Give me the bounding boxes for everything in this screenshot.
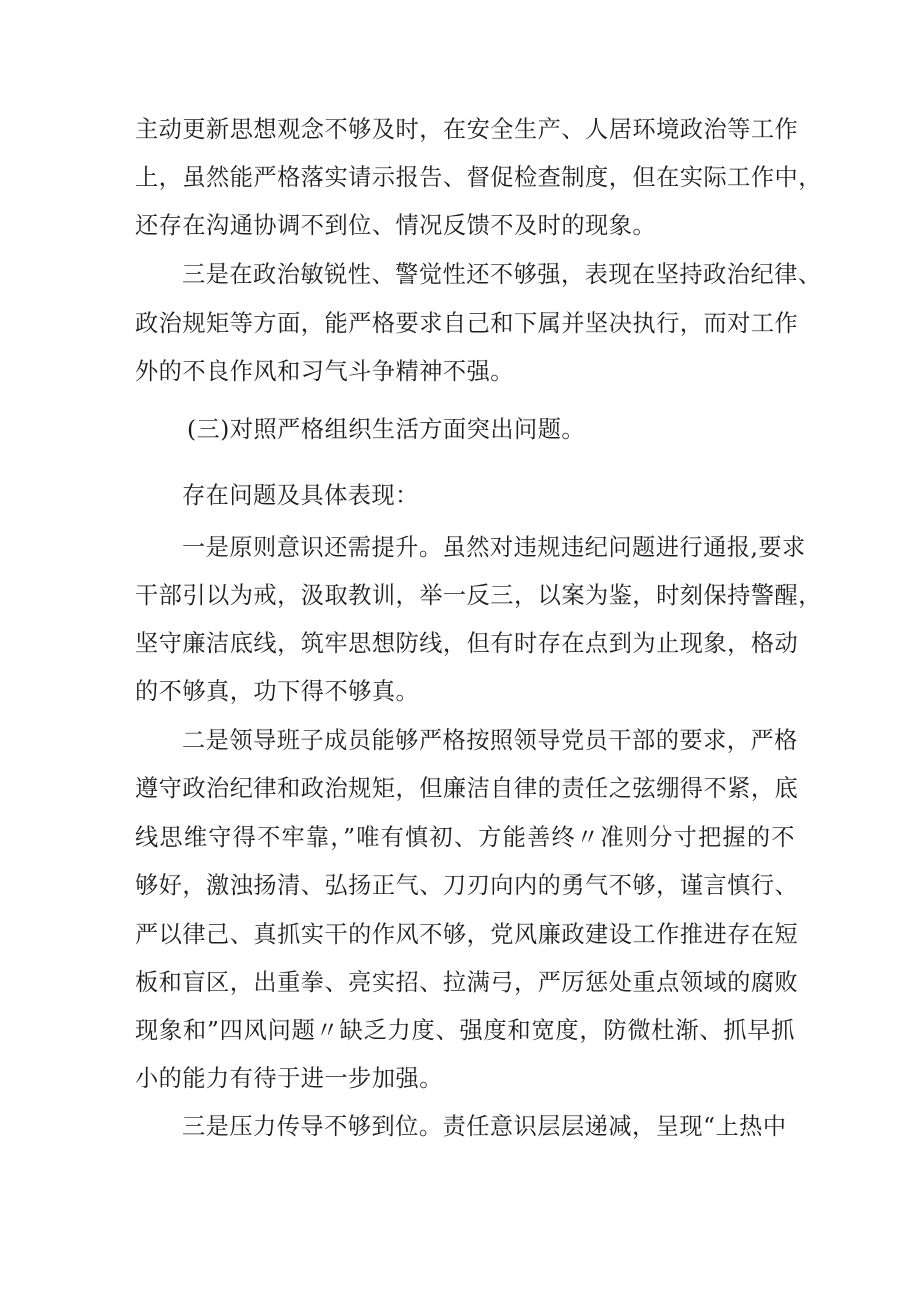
text-line: 遵守政治纪律和政治规矩，但廉洁自律的责任之弦绷得不紧，底 (135, 775, 799, 802)
text-line: 小的能力有待于进一步加强。 (135, 1065, 443, 1092)
subheading: 存在问题及具体表现： (182, 482, 419, 509)
text-line: 坚守廉洁底线，筑牢思想防线，但有时存在点到为止现象，格动 (135, 630, 799, 657)
text-line: 严以律己、真抓实干的作风不够，党风廉政建设工作推进存在短 (135, 921, 799, 948)
text-line: 政治规矩等方面，能严格要求自己和下属并坚决执行，而对工作 (135, 310, 799, 337)
text-line: 的不够真，功下得不够真。 (135, 678, 420, 705)
text-line: 三是压力传导不够到位。责任意识层层递减，呈现“上热中 (182, 1113, 787, 1140)
text-line: 外的不良作风和习气斗争精神不强。 (135, 358, 514, 385)
text-line: 够好，激浊扬清、弘扬正气、刀刃向内的勇气不够，谨言慎行、 (135, 872, 799, 899)
text-line: 一是原则意识还需提升。虽然对违规违纪问题进行通报,要求 (182, 534, 806, 561)
text-line: 还存在沟通协调不到位、情况反馈不及时的现象。 (135, 212, 657, 239)
text-line: 现象和”四风问题〃缺乏力度、强度和宽度，防微杜渐、抓早抓 (135, 1017, 795, 1044)
text-line: 上，虽然能严格落实请示报告、督促检查制度，但在实际工作中， (135, 164, 822, 191)
text-line: 线思维守得不牢靠，”唯有慎初、方能善终〃准则分寸把握的不 (135, 824, 795, 851)
section-heading: (三)对照严格组织生活方面突出问题。 (187, 416, 586, 443)
text-line: 干部引以为戒，汲取教训，举一反三，以案为鉴，时刻保持警醒， (135, 582, 822, 609)
text-line: 主动更新思想观念不够及时，在安全生产、人居环境政治等工作 (135, 116, 799, 143)
text-line: 三是在政治敏锐性、警觉性还不够强，表现在坚持政治纪律、 (182, 261, 822, 288)
text-line: 二是领导班子成员能够严格按照领导党员干部的要求，严格 (182, 727, 798, 754)
text-line: 板和盲区，出重拳、亮实招、拉满弓，严厉惩处重点领域的腐败 (135, 969, 799, 996)
